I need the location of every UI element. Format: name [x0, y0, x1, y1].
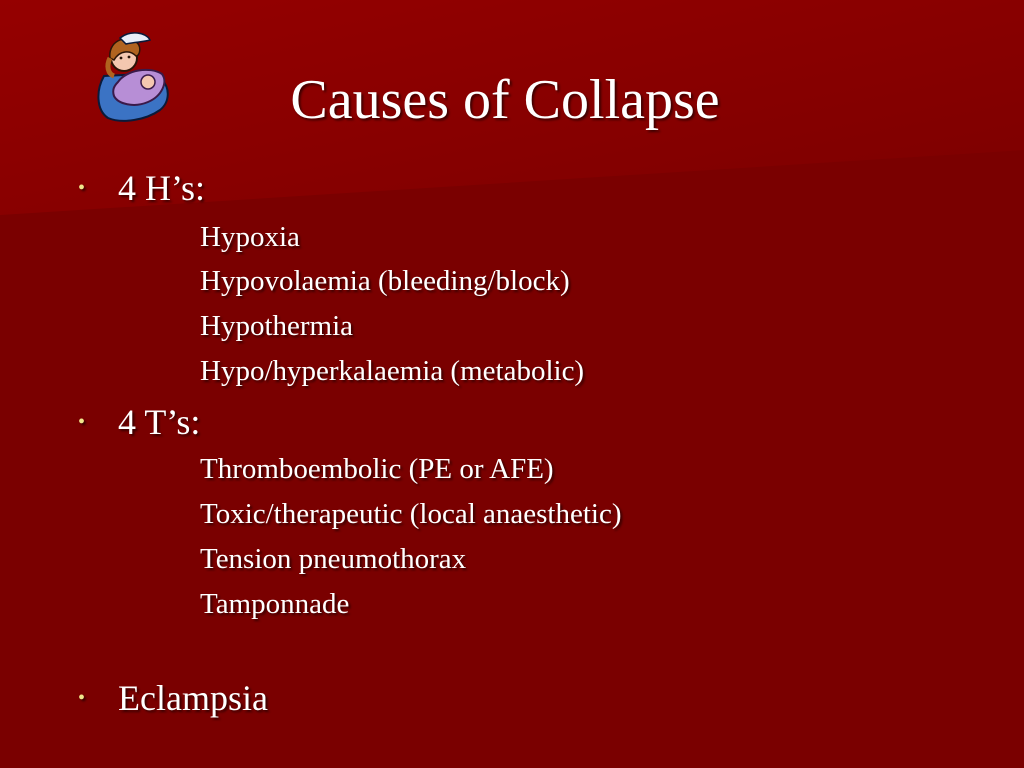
bullet-marker: •: [78, 686, 86, 709]
slide-title: Causes of Collapse: [290, 69, 720, 131]
sub-item-hypovolaemia: Hypovolaemia (bleeding/block): [200, 265, 570, 297]
bullet-marker: •: [78, 410, 86, 433]
sub-item-thromboembolic: Thromboembolic (PE or AFE): [200, 453, 554, 485]
sub-item-hyperkalaemia: Hypo/hyperkalaemia (metabolic): [200, 355, 585, 387]
bullet-4-hs: [78, 166, 205, 214]
bullet-eclampsia: [78, 676, 268, 724]
bullet-heading: 4 H’s:: [118, 168, 206, 208]
sub-item-tamponnade: Tamponnade: [200, 588, 350, 620]
bullet-marker: •: [78, 176, 86, 199]
bullet-heading: Eclampsia: [118, 678, 268, 718]
sub-item-tension-pneumothorax: Tension pneumothorax: [200, 543, 467, 575]
sub-item-hypothermia: Hypothermia: [200, 310, 354, 342]
sub-item-toxic: Toxic/therapeutic (local anaesthetic): [200, 498, 622, 530]
bullet-4-ts: [78, 400, 200, 448]
bullet-heading: 4 T’s:: [118, 402, 201, 442]
sub-item-hypoxia: Hypoxia: [200, 221, 300, 253]
